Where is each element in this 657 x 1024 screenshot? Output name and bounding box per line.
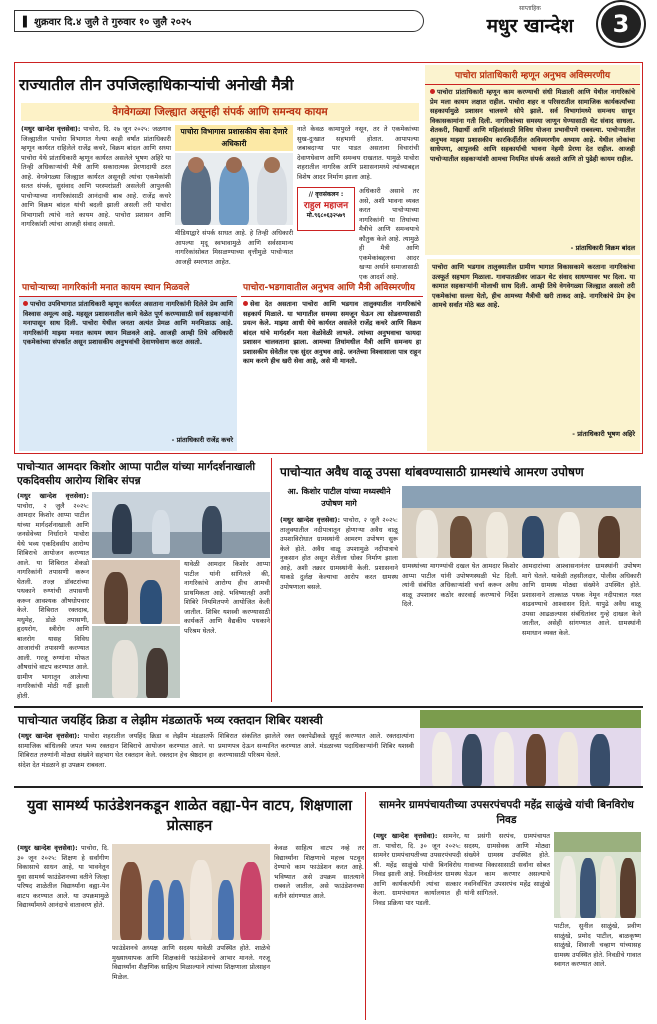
yuva-headline: युवा सामर्थ्य फाउंडेशनकडून शाळेत वह्या-पेन वाटप, शिक्षणाला प्रोत्साहन xyxy=(27,797,352,834)
bl-sign: - प्रांताधिकारी राजेंद्र कचरे xyxy=(171,436,233,444)
yuva-body-1: (मधुर खान्देश वृत्तसेवा): पाचोरा, दि. ३० जून २०२५: शिक्षण हे सर्वांगीण विकासाचे साधन आहे, या भावनेतून युवा सामर्थ्य फाउंडेशनच्या वतीने जिल्हा परिषद शाळेतील विद्यार्थ्यांना वह्या-पेन वाटप करण्यात आले. या उपक्रमामुळे विद्यार्थ्यांमध्ये आनंदाचे वातावरण होते. xyxy=(17,844,109,909)
br-body: पाचोरा आणि भडगाव तालुक्यातील ग्रामीण भागात विकासकामे करताना नागरिकांचा उत्स्फूर्त सहभाग मिळाला. गावपातळीवर जाऊन थेट संवाद साधण्यावर भर दिला. या कामात सहकाऱ्यांनी मोलाची साथ दिली. आम्ही तिघे वेगवेगळ्या जिल्ह्यात असलो तरी एकमेकांचा सल्ला घेतो, हीच आमच्या मैत्रीची खरी ताकद आहे. नागरिकांचे प्रेम हेच आमचे सर्वात मोठे बळ आहे. xyxy=(432,263,635,309)
lead-subhead: वेगवेगळ्या जिल्ह्यात असूनही संपर्क आणि समन्वय कायम xyxy=(21,103,419,121)
health-story xyxy=(14,458,272,702)
bl-title: पाचोऱ्याच्या नागरिकांनी मनात कायम स्थान मिळवले xyxy=(19,277,237,297)
officers-photo-block xyxy=(175,125,293,273)
health-body-1: (मधुर खान्देश वृत्तसेवा): पाचोरा, २ जुलै २०२५: आमदार किशोर आप्पा पाटील यांच्या मार्गदर्शनाखाली आणि जनसेवेच्या निर्धाराने पाचोरा येथे भव्य एकदिवसीय आरोग्य शिबिराचे आयोजन करण्यात आले. या शिबिरात शेकडो नागरिकांनी तपासणी करून घेतली. तज्ज्ञ डॉक्टरांच्या पथकाने रुग्णांची तपासणी करून आवश्यक औषधोपचार केले. शिबिरात रक्तदाब, मधुमेह, डोळे तपासणी, हृदयरोग, स्त्रीरोग आणि बालरोग यासह विविध आजारांची तपासणी करण्यात आली. गरजू रुग्णांना मोफत औषधांचे वाटप करण्यात आले. ग्रामीण भागातून आलेल्या नागरिकांची मोठी गर्दी झाली होती. xyxy=(17,492,89,700)
author-label: // वृत्तसंकलन : xyxy=(308,191,344,198)
page-number: 3 xyxy=(598,2,644,46)
lead-body-col3: नाते केवळ कामापुरते नसून, तर ते एकमेकांच्या सुख-दुःखात सहभागी होतात. आपापल्या जबाबदाऱ्या पार पाडत असताना विचारांची देवाणघेवाण आणि समन्वय राखतात. यामुळे पाचोरा शहरातील नागरिक आणि प्रशासनामध्ये त्यांच्याबद्दल विशेष आदर निर्माण झाला आहे. xyxy=(297,125,419,181)
sand-body-1: (मधुर खान्देश वृत्तसेवा): पाचोरा, २ जुलै २०२५: तालुक्यातील नदीपात्रातून होणाऱ्या अवैध वाळू उपशाविरोधात ग्रामस्थांनी आमरण उपोषण सुरू केले होते. अवैध वाळू उपशामुळे नदीपात्राचे नुकसान होत असून शेतीला धोका निर्माण झाला आहे, अशी तक्रार ग्रामस्थांनी केली. प्रशासनाने याकडे दुर्लक्ष केल्याचा आरोप करत ग्रामस्थ उपोषणाला बसले. xyxy=(280,516,398,591)
author-box xyxy=(297,187,355,231)
samner-body-2: या प्रसंगी सरपंच, ग्रामपंचायत सदस्य, ग्रामसेवक आणि मोठ्या संख्येने ग्रामस्थ उपस्थित होते. गावाच्या विकासासाठी सर्वांना सोबत घेऊन काम करणार असल्याचे नवनिर्वाचित उपसरपंच महेंद्र साळुंखे यांनी सांगितले. xyxy=(464,832,550,897)
health-photo-1 xyxy=(92,492,270,558)
blood-headline: पाचोऱ्यात जयहिंद क्रिडा व लेझीम मंडळातर्फे भव्य रक्तदान शिबिर यशस्वी xyxy=(18,713,323,727)
samner-story xyxy=(370,792,643,1020)
right-panel-title: पाचोरा प्रांताधिकारी म्हणून अनुभव अविस्मरणीय xyxy=(425,65,640,85)
blood-body-2: शिबिरात संकलित झालेले रक्त रक्तपेढीकडे सुपूर्द करण्यात आले. रक्तदात्यांना प्रमाणपत्र देऊन सन्मानित करण्यात आले. मंडळाच्या पदाधिकाऱ्यांनी शिबिर यशस्वी करण्यासाठी परिश्रम घेतले. xyxy=(218,732,414,759)
brand-name: मधुर खान्देश xyxy=(486,15,574,37)
lead-bottom-right xyxy=(427,259,640,451)
lead-story xyxy=(14,62,643,454)
health-photo-2 xyxy=(92,560,180,624)
health-photo-3 xyxy=(92,626,180,698)
lead-body-col1: (मधुर खान्देश वृत्तसेवा): पाचोरा, दि. २७ जून २०२५: जळगाव जिल्ह्यातील पाचोरा विभागात गेल्या काही वर्षांत प्रांताधिकारी म्हणून कार्यरत राहिलेले राजेंद्र कचरे, विक्रम बांदल आणि सध्या पाचोरा येथे प्रांताधिकारी म्हणून कार्यरत असलेले भूषण अहिरे या तिन्ही अधिकाऱ्यांची मैत्री आणि सकारात्मक प्रेरणादायी ठरत आहे. वेगवेगळ्या जिल्ह्यात कार्यरत असूनही त्यांचा एकमेकांशी सतत संपर्क, सुसंवाद आणि परस्परांप्रती असलेली आपुलकी पाचोऱ्याच्या नागरिकांसाठी आनंदाची बाब आहे. राजेंद्र कचरे आणि विक्रम बांदल यांची बदली झाली असली तरी पाचोरा विभागाशी त्यांचे नाते कायम आहे. पाचोरा प्रशासन आणि नागरिकांशी त्यांचा आजही संवाद असतो. xyxy=(21,125,171,228)
date-bar xyxy=(14,10,424,32)
lead-headline: राज्यातील तीन उपजिल्हाधिकाऱ्यांची अनोखी मैत्री xyxy=(19,75,294,94)
sand-photo xyxy=(402,486,641,558)
blood-photo xyxy=(420,710,641,786)
photo-text: मीडियाद्वारे संपर्क साधत आहे. हे तिन्ही अधिकारी आपल्या मृदू स्वभावामुळे आणि सर्वसामान्य नागरिकांसोबत मिसळण्याच्या वृत्तीमुळे पाचोऱ्यात आजही स्मरणात आहेत. xyxy=(175,229,293,266)
yuva-story xyxy=(14,792,366,1020)
samner-body-1: (मधुर खान्देश वृत्तसेवा): सामनेर, ता. पाचोरा, दि. ३० जून २०२५: सामनेर ग्रामपंचायतीच्या उपसरपंचपदी श्री. महेंद्र साळुंखे यांची बिनविरोध निवड झाली आहे. निवडीनंतर ग्रामस्थ आणि कार्यकर्त्यांनी त्यांचा सत्कार केला. ग्रामपंचायत कार्यालयात ही निवड प्रक्रिया पार पडली. xyxy=(373,832,461,907)
samner-headline: सामनेर ग्रामपंचायतीच्या उपसरपंचपदी महेंद्र साळुंखे यांची बिनविरोध निवड xyxy=(379,799,634,826)
bl-body: पाचोरा उपविभागात प्रांताधिकारी म्हणून कार्यरत असताना नागरिकांनी दिलेले प्रेम आणि विश्वास अमूल्य आहे. महसूल प्रशासनातील कामे वेळेत पूर्ण करण्यासाठी सर्व सहकाऱ्यांनी मनापासून साथ दिली. पाचोरा येथील जनता अत्यंत प्रेमळ आणि मनमिळाऊ आहे. नागरिकांनी माझ्या मनात कायम स्थान मिळवले आहे. आजही आम्ही तिघे अधिकारी एकमेकांच्या संपर्कात असून प्रशासकीय अनुभवांची देवाणघेवाण करत असतो. xyxy=(23,300,233,346)
yuva-body-2: फाउंडेशनचे अध्यक्ष आणि सदस्य यावेळी उपस्थित होते. शाळेचे मुख्याध्यापक आणि शिक्षकांनी फाउंडेशनचे आभार मानले. गरजू विद्यार्थ्यांना शैक्षणिक साहित्य मिळाल्याने त्यांच्या शिक्षणाला प्रोत्साहन मिळेल. xyxy=(112,944,270,981)
yuva-body-3: केवळ साहित्य वाटप नव्हे तर विद्यार्थ्यांना शिक्षणाचे महत्त्व पटवून देण्याचे काम फाउंडेशन करत आहे. भविष्यात असे उपक्रम सातत्याने राबवले जातील, असे फाउंडेशनच्या वतीने सांगण्यात आले. xyxy=(274,844,364,900)
lead-bottom-left xyxy=(19,277,237,451)
issue-date: ▌ शुक्रवार दि.४ जुलै ते गुरुवार १० जुलै २०२५ xyxy=(23,17,192,28)
right-panel-body: पाचोरा प्रांताधिकारी म्हणून काम करण्याची संधी मिळाली आणि येथील नागरिकांचे प्रेम मला कायम लक्षात राहील. पाचोरा शहर व परिसरातील सामाजिक कार्यकर्त्यांच्या सहकार्यामुळे प्रशासन चालवणे सोपे झाले. सर्व विभागांमध्ये समन्वय साधून विकासकामांना गती दिली. नागरिकांच्या समस्या जाणून घेण्यासाठी थेट संवाद साधला. शेतकरी, विद्यार्थी आणि महिलांसाठी विविध योजना प्रभावीपणे राबवल्या. पाचोऱ्यातील अनुभव माझ्या प्रशासकीय कारकिर्दीतील अविस्मरणीय अध्याय आहे. येथील लोकांचा साधेपणा, आपुलकी आणि सहकार्याची भावना नेहमी प्रेरणा देत राहील. आजही पाचोऱ्यातील सहकाऱ्यांशी आमचा नियमित संपर्क असतो आणि तो पुढेही कायम राहील. xyxy=(430,88,635,163)
brand-tag: साप्ताहिक xyxy=(519,5,541,12)
author-phone: मो.९६८०६३२५७९ xyxy=(306,212,346,219)
health-headline: पाचोऱ्यात आमदार किशोर आप्पा पाटील यांच्या मार्गदर्शनाखाली एकदिवसीय आरोग्य शिबिर संपन्न xyxy=(17,461,256,487)
bm-body: सेवा देत असताना पाचोरा आणि भडगाव तालुक्यातील नागरिकांचे सहकार्य मिळाले. या भागातील समस्या समजून घेऊन त्या सोडवण्यासाठी प्रयत्न केले. माझ्या आधी येथे कार्यरत असलेले राजेंद्र कचरे आणि विक्रम बांदल यांचे मार्गदर्शन मला वेळोवेळी लाभले. त्यांच्या अनुभवाचा फायदा प्रशासन चालवताना झाला. आमच्या तिघांमधील मैत्री आणि समन्वय हा प्रशासकीय सेवेतील एक सुंदर अनुभव आहे. जनतेच्या विश्वासाला पात्र राहून काम करणे हीच खरी सेवा आहे, असे मी मानतो. xyxy=(243,300,421,365)
brand xyxy=(440,4,620,36)
samner-body-3: पाटील, सुनील साळुंखे, प्रवीण साळुंखे, प्रमोद पाटील, बाळकृष्ण साळुंखे, शिवाजी चव्हाण यांच्यासह ग्रामस्थ उपस्थित होते. निवडीचे गावात स्वागत करण्यात आले. xyxy=(554,922,641,968)
health-body-3: यावेळी आमदार किशोर आप्पा पाटील यांनी सांगितले की, नागरिकांचे आरोग्य हीच आमची प्राथमिकता आहे. भविष्यातही अशी शिबिरे नियमितपणे आयोजित केली जातील. शिबिर यशस्वी करण्यासाठी कार्यकर्ते आणि वैद्यकीय पथकाने परिश्रम घेतले. xyxy=(184,560,270,635)
blood-story xyxy=(14,706,643,788)
br-sign: - प्रांताधिकारी भूषण अहिरे xyxy=(572,430,635,438)
lead-body-col3b: अधिकारी असावे तर असे, अशी भावना व्यक्त करत पाचोऱ्याच्या नागरिकांनी या तिघांच्या मैत्रीचे आणि समन्वयाचे कौतुक केले आहे. त्यामुळे ही मैत्री आणि एकमेकांबद्दलचा आदर खऱ्या अर्थाने समाजासाठी एक आदर्श आहे. xyxy=(359,187,419,281)
right-panel-sign: - प्रांताधिकारी विक्रम बांदल xyxy=(570,244,635,252)
blood-body-1: (मधुर खान्देश वृत्तसेवा): पाचोरा शहरातील जयहिंद क्रिडा व लेझीम मंडळातर्फे सामाजिक बांधिलकी जपत भव्य रक्तदान शिबिराचे आयोजन करण्यात आले. या शिबिरात तरुणांनी मोठ्या संख्येने सहभाग घेत रक्तदान केले. रक्तदान हेच श्रेष्ठदान हा संदेश देत मंडळाने हा उपक्रम राबवला. xyxy=(18,732,214,769)
lead-bottom-middle xyxy=(241,259,423,451)
sand-subhead: आ. किशोर पाटील यांच्या मध्यस्थीने उपोषण मागे xyxy=(287,487,391,508)
sand-body-3: आमदारांच्या आश्वासनानंतर ग्रामस्थांनी उपोषण मागे घेतले. यावेळी तहसीलदार, पोलीस अधिकारी आणि ग्रामस्थ मोठ्या संख्येने उपस्थित होते. प्रशासनाने तात्काळ पथक नेमून नदीपात्रात गस्त वाढवण्याचे आश्वासन दिले. यापुढे अवैध वाळू उपसा आढळल्यास संबंधितांवर गुन्हे दाखल केले जातील, असेही सांगण्यात आले. ग्रामस्थांनी समाधान व्यक्त केले. xyxy=(522,562,641,637)
right-panel xyxy=(425,65,640,255)
sand-headline: पाचोऱ्यात अवैध वाळू उपसा थांबवण्यासाठी ग्रामस्थांचे आमरण उपोषण xyxy=(280,465,584,479)
samner-photo xyxy=(554,832,641,918)
bm-title: पाचोरा-भडगावातील अनुभव आणि मैत्री अविस्मरणीय xyxy=(241,277,423,297)
masthead xyxy=(0,0,657,58)
sand-story xyxy=(276,458,643,702)
sand-body-2: ग्रामस्थांच्या मागण्यांची दखल घेत आमदार किशोर आप्पा पाटील यांनी उपोषणस्थळी भेट दिली. त्यांनी संबंधित अधिकाऱ्यांशी चर्चा करून अवैध वाळू उपशावर कठोर कारवाई करण्याचे निर्देश दिले. xyxy=(402,562,518,608)
officers-photo xyxy=(175,153,293,225)
author-name: राहुल महाजन xyxy=(303,201,349,211)
photo-caption: पाचोरा विभागास प्रशासकीय सेवा देणारे अधिकारी xyxy=(175,125,293,151)
yuva-photo xyxy=(112,844,270,940)
